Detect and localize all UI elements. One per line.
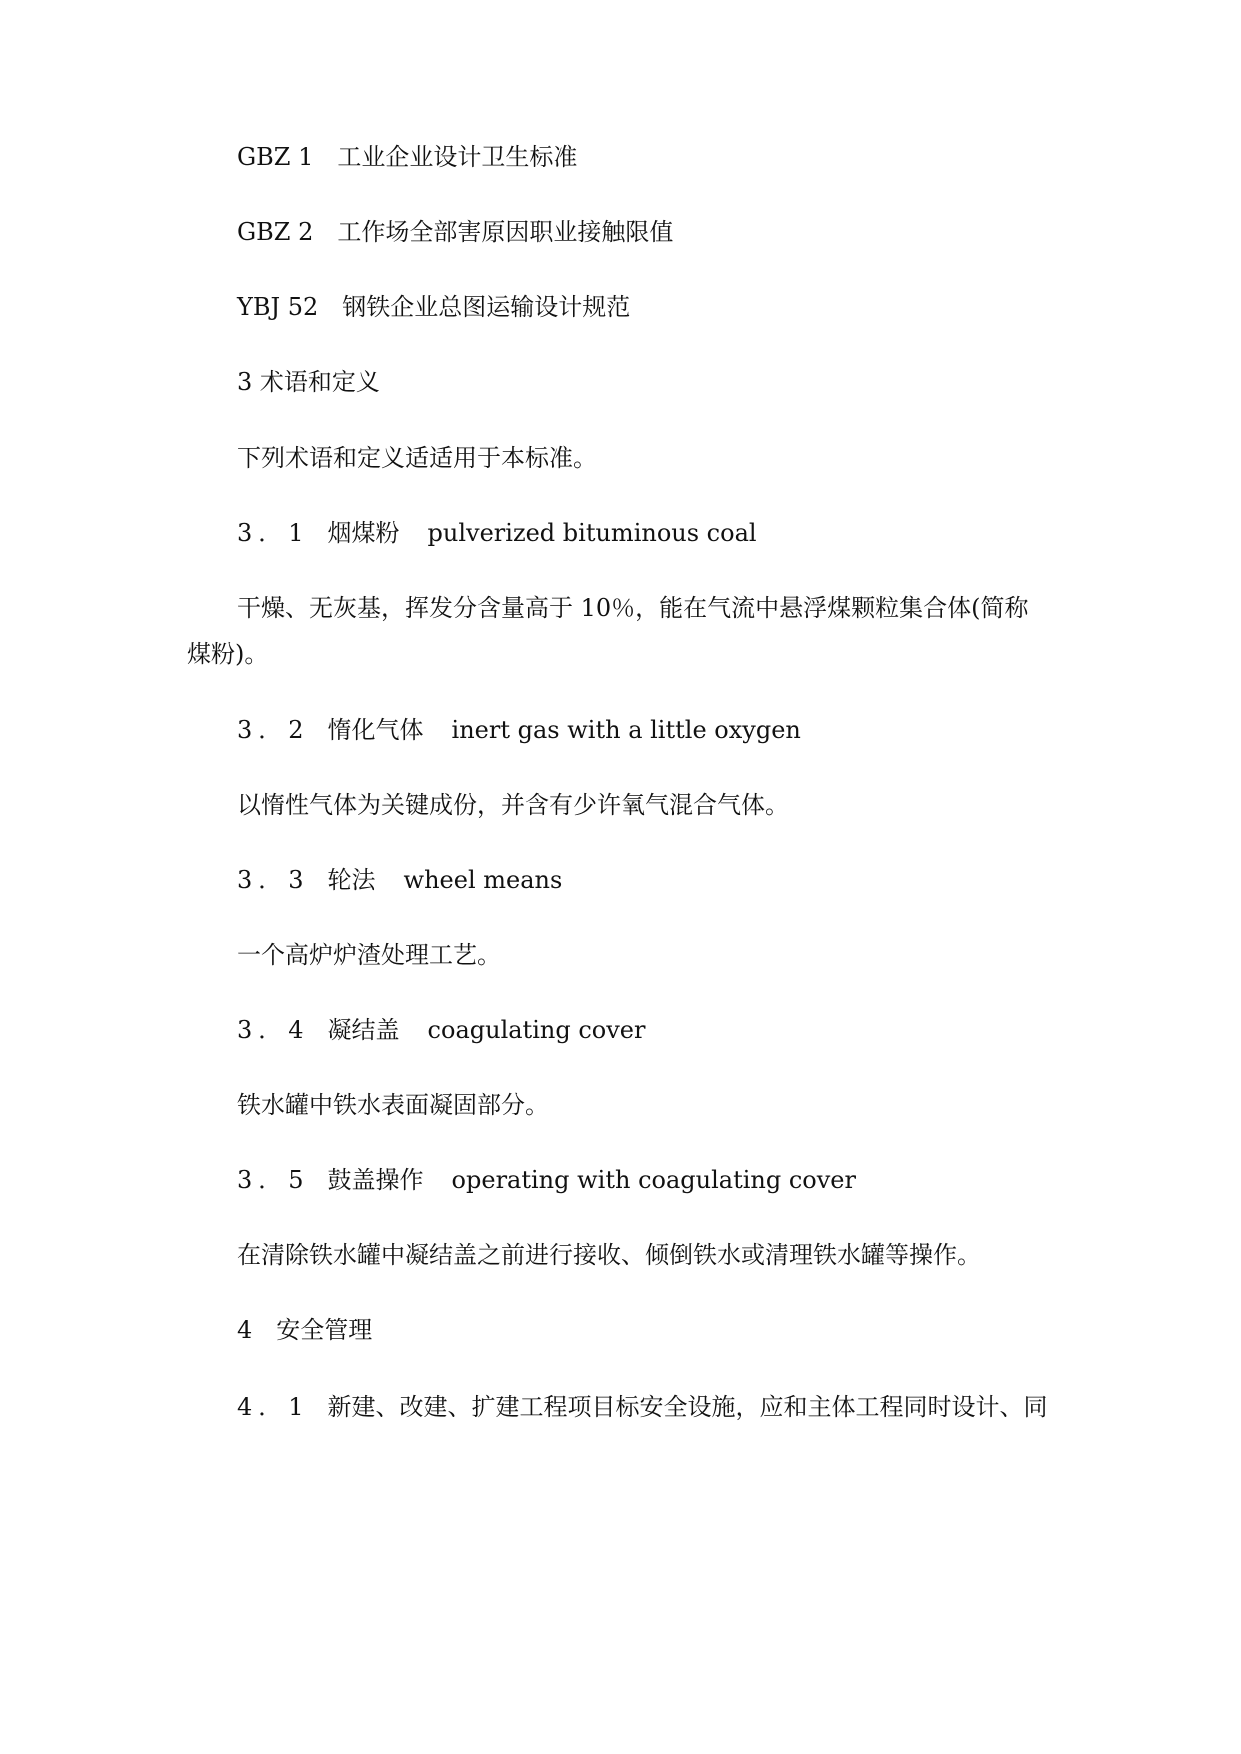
term-3-5-definition: 在清除铁水罐中凝结盖之前进行接收、倾倒铁水或清理铁水罐等操作。: [237, 1241, 981, 1269]
term-number: 3．4: [237, 1016, 310, 1044]
term-zh: 烟煤粉: [327, 519, 400, 547]
reference-gbz2: [237, 217, 673, 247]
reference-gbz1: [237, 142, 577, 172]
section-title: 安全管理: [276, 1316, 373, 1344]
clause-4-1: [237, 1392, 1048, 1422]
reference-code: GBZ 1: [237, 143, 314, 171]
term-zh: 惰化气体: [327, 716, 424, 744]
term-en: inert gas with a little oxygen: [451, 716, 801, 744]
section-number: 4: [237, 1316, 253, 1344]
reference-ybj52: [237, 292, 630, 322]
term-zh: 轮法: [327, 866, 376, 894]
term-3-3-heading: [237, 865, 562, 895]
term-number: 3．5: [237, 1166, 310, 1194]
reference-code: GBZ 2: [237, 218, 314, 246]
term-number: 3．2: [237, 716, 310, 744]
reference-title: 钢铁企业总图运输设计规范: [342, 293, 631, 321]
term-number: 3．3: [237, 866, 310, 894]
section-3-heading: 3 术语和定义: [237, 368, 380, 396]
term-3-1-definition-line1: 干燥、无灰基，挥发分含量高于 10％，能在气流中悬浮煤颗粒集合体(简称: [237, 594, 1029, 622]
term-3-3-definition: 一个高炉炉渣处理工艺。: [237, 941, 501, 969]
term-3-5-heading: [237, 1165, 856, 1195]
section-3-intro: 下列术语和定义适适用于本标准。: [237, 444, 597, 472]
term-zh: 鼓盖操作: [327, 1166, 424, 1194]
term-3-2-heading: [237, 715, 801, 745]
section-4-heading: [237, 1315, 372, 1345]
term-3-2-definition: 以惰性气体为关键成份，并含有少许氧气混合气体。: [237, 791, 789, 819]
term-3-1-heading: [237, 518, 757, 548]
term-en: coagulating cover: [427, 1016, 646, 1044]
term-3-4-definition: 铁水罐中铁水表面凝固部分。: [237, 1091, 549, 1119]
term-3-4-heading: [237, 1015, 645, 1045]
term-3-1-definition-line2: 煤粉)。: [187, 640, 269, 668]
reference-code: YBJ 52: [237, 293, 319, 321]
term-number: 3．1: [237, 519, 310, 547]
clause-number: 4．1: [237, 1393, 310, 1421]
term-en: operating with coagulating cover: [451, 1166, 856, 1194]
clause-text: 新建、改建、扩建工程项目标安全设施，应和主体工程同时设计、同: [327, 1393, 1048, 1421]
term-zh: 凝结盖: [327, 1016, 400, 1044]
reference-title: 工作场全部害原因职业接触限值: [337, 218, 674, 246]
term-en: pulverized bituminous coal: [427, 519, 757, 547]
reference-title: 工业企业设计卫生标准: [337, 143, 578, 171]
term-en: wheel means: [403, 866, 563, 894]
